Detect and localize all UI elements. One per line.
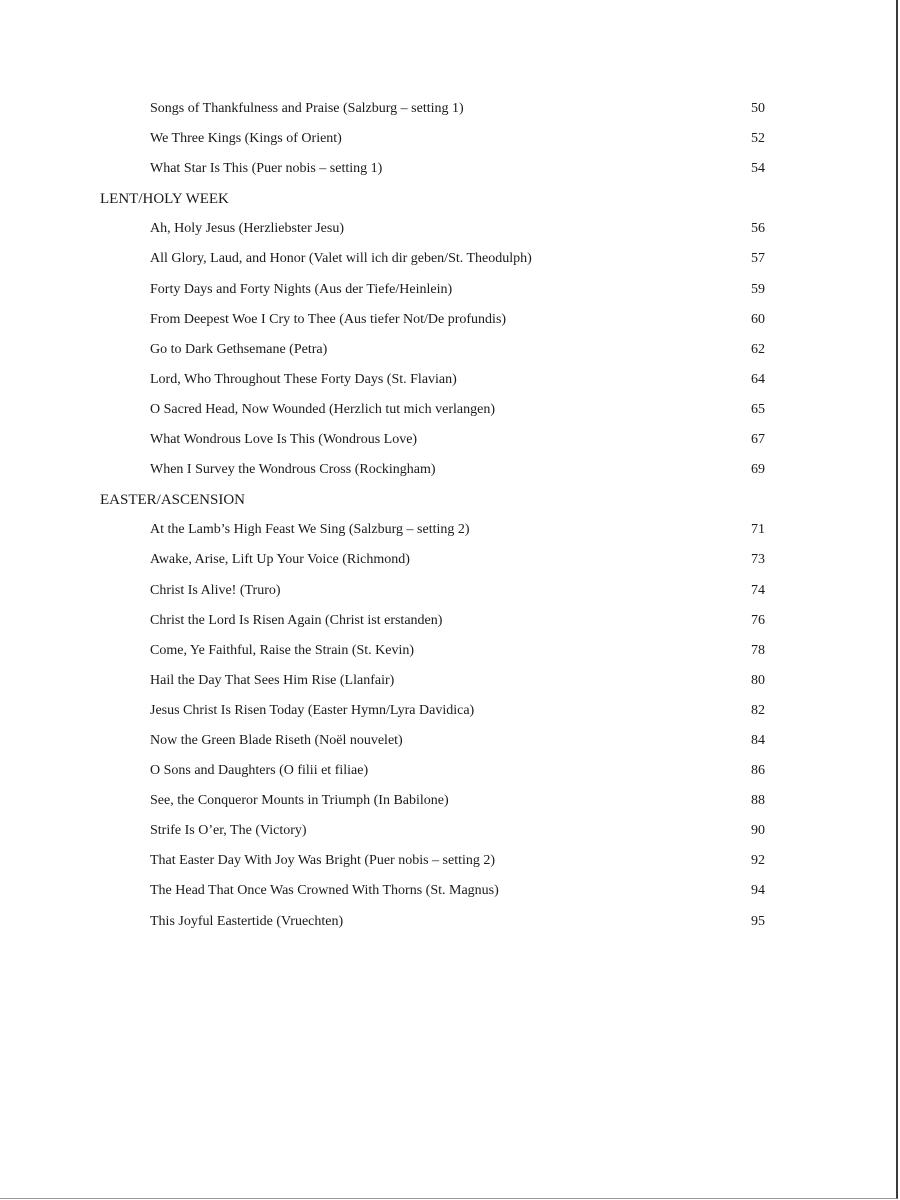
toc-entry-title: That Easter Day With Joy Was Bright (Puer nobis – setting 2): [150, 853, 496, 869]
toc-entry: [0, 696, 896, 726]
toc-entry: [0, 425, 896, 455]
toc-entry-page-number: 82: [751, 702, 765, 718]
toc-entry-page-number: 59: [751, 281, 765, 297]
toc-entry-title: Ah, Holy Jesus (Herzliebster Jesu): [150, 221, 345, 237]
toc-entry: [0, 275, 896, 305]
toc-entry-title: Awake, Arise, Lift Up Your Voice (Richmond): [150, 552, 410, 568]
toc-entry-title: Jesus Christ Is Risen Today (Easter Hymn/Lyra Davidica): [150, 702, 475, 718]
toc-entry-page-number: 84: [751, 732, 765, 748]
toc-entry-page-number: 71: [751, 522, 765, 538]
toc-entry: [0, 816, 896, 846]
toc-entry: [0, 636, 896, 666]
toc-entry: [0, 726, 896, 756]
toc-entry-title: Come, Ye Faithful, Raise the Strain (St. Kevin): [150, 642, 415, 658]
toc-entry-page-number: 50: [751, 101, 765, 116]
toc-entry: [0, 94, 896, 124]
toc-entry-title: What Star Is This (Puer nobis – setting 1): [150, 161, 383, 177]
table-of-contents: [0, 94, 896, 937]
toc-entry-title: Christ Is Alive! (Truro): [150, 582, 281, 598]
section-heading: [0, 485, 896, 515]
toc-entry: [0, 124, 896, 154]
toc-entry-title: Lord, Who Throughout These Forty Days (St. Flavian): [150, 371, 457, 387]
toc-entry: [0, 214, 896, 244]
toc-entry-page-number: 78: [751, 642, 765, 658]
toc-entry-page-number: 92: [751, 853, 765, 869]
toc-entry: [0, 395, 896, 425]
toc-entry-page-number: 57: [751, 251, 765, 267]
toc-entry-page-number: 64: [751, 371, 765, 387]
toc-entry-page-number: 67: [751, 432, 765, 448]
toc-entry-page-number: 80: [751, 672, 765, 688]
toc-entry-title: Go to Dark Gethsemane (Petra): [150, 341, 328, 357]
toc-entry: [0, 756, 896, 786]
toc-entry-title: Hail the Day That Sees Him Rise (Llanfair): [150, 672, 395, 688]
toc-entry-title: We Three Kings (Kings of Orient): [150, 131, 342, 147]
toc-entry-title: Christ the Lord Is Risen Again (Christ ist erstanden): [150, 612, 443, 628]
toc-entry-page-number: 73: [751, 552, 765, 568]
toc-entry-title: This Joyful Eastertide (Vruechten): [150, 913, 344, 929]
toc-entry-title: The Head That Once Was Crowned With Thorns (St. Magnus): [150, 883, 499, 899]
toc-entry-page-number: 95: [751, 913, 765, 929]
toc-entry: [0, 455, 896, 485]
toc-entry-page-number: 76: [751, 612, 765, 628]
toc-entry: [0, 244, 896, 274]
toc-entry: [0, 576, 896, 606]
toc-entry-page-number: 86: [751, 763, 765, 779]
toc-entry-page-number: 69: [751, 462, 765, 478]
toc-entry-title: O Sons and Daughters (O filii et filiae): [150, 763, 369, 779]
toc-entry-page-number: 94: [751, 883, 765, 899]
toc-entry-title: When I Survey the Wondrous Cross (Rockingham): [150, 462, 436, 478]
toc-entry-title: At the Lamb’s High Feast We Sing (Salzburg – setting 2): [150, 522, 470, 538]
toc-entry-title: Now the Green Blade Riseth (Noël nouvelet): [150, 732, 403, 748]
toc-entry-title: See, the Conqueror Mounts in Triumph (In Babilone): [150, 793, 449, 809]
toc-entry: [0, 154, 896, 184]
toc-entry: [0, 305, 896, 335]
toc-entry: [0, 606, 896, 636]
toc-entry: [0, 515, 896, 545]
section-heading: [0, 184, 896, 214]
toc-entry-page-number: 60: [751, 311, 765, 327]
toc-entry: [0, 335, 896, 365]
toc-entry-title: Strife Is O’er, The (Victory): [150, 823, 307, 839]
toc-entry-title: Forty Days and Forty Nights (Aus der Tiefe/Heinlein): [150, 281, 453, 297]
toc-entry-title: All Glory, Laud, and Honor (Valet will ich dir geben/St. Theodulph): [150, 251, 532, 267]
toc-entry-title: What Wondrous Love Is This (Wondrous Love): [150, 432, 418, 448]
toc-entry-page-number: 54: [751, 161, 765, 177]
toc-entry-page-number: 90: [751, 823, 765, 839]
toc-entry: [0, 545, 896, 575]
toc-entry: [0, 907, 896, 937]
section-heading-text: LENT/HOLY WEEK: [100, 191, 229, 208]
toc-entry-page-number: 74: [751, 582, 765, 598]
toc-entry: [0, 786, 896, 816]
toc-entry-title: Songs of Thankfulness and Praise (Salzburg – setting 1): [150, 101, 464, 116]
section-heading-text: EASTER/ASCENSION: [100, 492, 246, 509]
toc-entry-page-number: 65: [751, 401, 765, 417]
toc-entry-page-number: 56: [751, 221, 765, 237]
toc-entry: [0, 876, 896, 906]
toc-entry-page-number: 88: [751, 793, 765, 809]
toc-entry: [0, 666, 896, 696]
toc-entry-title: From Deepest Woe I Cry to Thee (Aus tiefer Not/De profundis): [150, 311, 507, 327]
toc-entry-title: O Sacred Head, Now Wounded (Herzlich tut mich verlangen): [150, 401, 495, 417]
toc-entry-page-number: 52: [751, 131, 765, 147]
toc-entry-page-number: 62: [751, 341, 765, 357]
toc-entry: [0, 365, 896, 395]
toc-entry: [0, 846, 896, 876]
